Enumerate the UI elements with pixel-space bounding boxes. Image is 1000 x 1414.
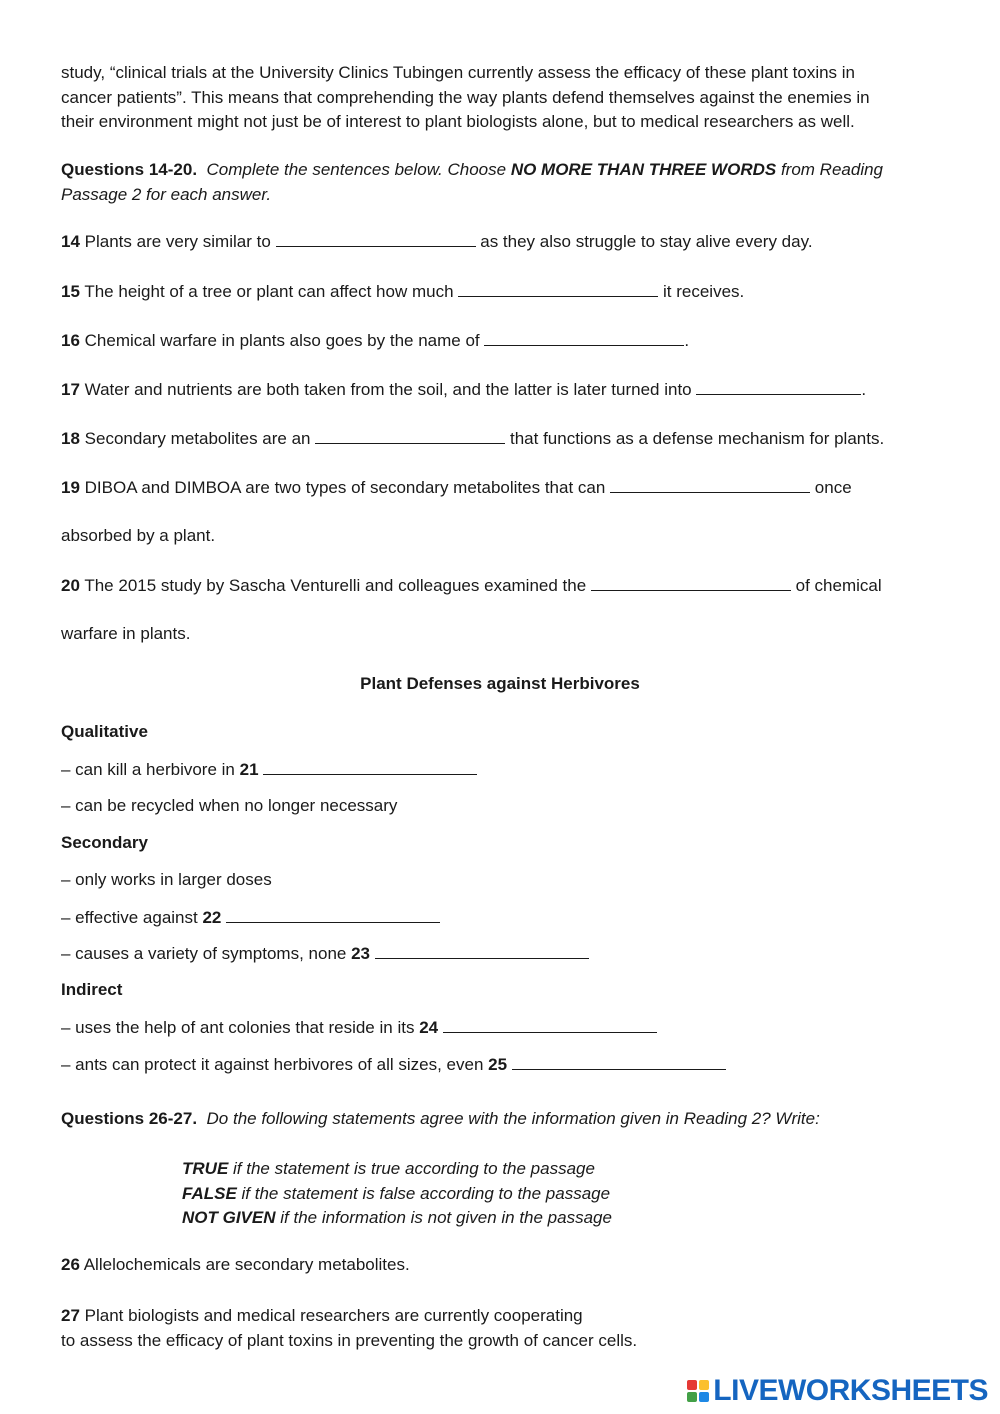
intro-line-2: cancer patients”. This means that comprehending the way plants defend themselves against the enemies in xyxy=(61,87,870,107)
question-number: 27 xyxy=(61,1306,80,1325)
intro-line-3: their environment might not just be of interest to plant biologists alone, but to medical researchers as well. xyxy=(61,112,855,131)
option-true: TRUE if the statement is true according to the passage xyxy=(182,1159,595,1178)
question-19-continued: absorbed by a plant. xyxy=(61,526,216,545)
question-text: of chemical xyxy=(795,576,882,595)
question-number: 19 xyxy=(61,478,80,497)
answer-options xyxy=(182,1157,612,1231)
q14-20-instr-a: Complete the sentences below. Choose xyxy=(206,160,507,179)
question-text: . xyxy=(861,380,867,399)
answer-blank-24[interactable] xyxy=(443,1017,657,1033)
summary-text: – can kill a herbivore in xyxy=(61,760,235,779)
question-19 xyxy=(61,477,852,498)
question-text: to assess the efficacy of plant toxins in preventing the growth of cancer cells. xyxy=(61,1330,638,1350)
question-20-continued: warfare in plants. xyxy=(61,624,191,643)
answer-blank-16[interactable] xyxy=(484,330,684,346)
question-23 xyxy=(61,943,589,964)
question-text: DIBOA and DIMBOA are two types of secondary metabolites that can xyxy=(84,478,606,497)
question-text: The 2015 study by Sascha Venturelli and colleagues examined the xyxy=(84,576,587,595)
question-number: 22 xyxy=(202,908,222,927)
question-17 xyxy=(61,379,866,400)
question-21 xyxy=(61,759,477,780)
question-text: Water and nutrients are both taken from the soil, and the latter is later turned into xyxy=(84,380,692,399)
section-indirect: Indirect xyxy=(61,980,123,999)
question-27 xyxy=(61,1304,637,1353)
question-text: Chemical warfare in plants also goes by the name of xyxy=(84,331,480,350)
question-number: 20 xyxy=(61,576,80,595)
question-text: Plant biologists and medical researchers are currently cooperating xyxy=(84,1306,583,1325)
question-24 xyxy=(61,1017,657,1038)
question-number: 14 xyxy=(61,232,80,251)
question-text: that functions as a defense mechanism for plants. xyxy=(509,429,885,448)
question-number: 26 xyxy=(61,1255,80,1274)
q14-20-heading: Questions 14-20. xyxy=(61,160,198,179)
question-text: as they also struggle to stay alive every day. xyxy=(480,232,813,251)
question-number: 21 xyxy=(239,760,259,779)
summary-text: – ants can protect it against herbivores of all sizes, even xyxy=(61,1055,484,1074)
answer-blank-17[interactable] xyxy=(696,379,861,395)
question-26 xyxy=(61,1255,410,1275)
liveworksheets-logo-text: LIVEWORKSHEETS xyxy=(713,1374,988,1407)
summary-text: – effective against xyxy=(61,908,198,927)
answer-blank-21[interactable] xyxy=(263,759,477,775)
question-text: it receives. xyxy=(663,282,745,301)
question-20 xyxy=(61,575,882,596)
liveworksheets-logo-icon xyxy=(687,1380,709,1402)
question-text: Plants are very similar to xyxy=(84,232,271,251)
question-16 xyxy=(61,330,689,351)
answer-blank-22[interactable] xyxy=(226,907,440,923)
q26-27-instr: Do the following statements agree with the information given in Reading 2? Write: xyxy=(206,1109,820,1128)
liveworksheets-logo xyxy=(687,1374,988,1408)
summary-recycled: – can be recycled when no longer necessary xyxy=(61,796,398,815)
question-text: Allelochemicals are secondary metabolites. xyxy=(83,1255,410,1274)
q14-20-instr-c: from Reading xyxy=(780,160,884,179)
question-number: 24 xyxy=(419,1018,439,1037)
answer-blank-25[interactable] xyxy=(512,1054,726,1070)
answer-blank-23[interactable] xyxy=(375,943,589,959)
q26-27-instructions xyxy=(61,1109,820,1129)
section-qualitative: Qualitative xyxy=(61,722,148,741)
question-text: The height of a tree or plant can affect how much xyxy=(84,282,454,301)
q26-27-heading: Questions 26-27. xyxy=(61,1109,198,1128)
summary-text: – uses the help of ant colonies that reside in its xyxy=(61,1018,415,1037)
question-text: once xyxy=(814,478,852,497)
summary-text: – causes a variety of symptoms, none xyxy=(61,944,347,963)
question-18 xyxy=(61,428,884,449)
section-secondary: Secondary xyxy=(61,833,148,852)
question-number: 18 xyxy=(61,429,80,448)
answer-blank-18[interactable] xyxy=(315,428,505,444)
question-25 xyxy=(61,1054,726,1075)
question-number: 16 xyxy=(61,331,80,350)
question-number: 17 xyxy=(61,380,80,399)
question-14 xyxy=(61,231,813,252)
option-false: FALSE if the statement is false according to the passage xyxy=(182,1183,611,1203)
question-number: 23 xyxy=(351,944,371,963)
intro-line-1: study, “clinical trials at the University Clinics Tubingen currently assess the efficacy of these plant toxins in xyxy=(61,63,856,82)
question-number: 25 xyxy=(488,1055,508,1074)
summary-doses: – only works in larger doses xyxy=(61,870,272,889)
question-22 xyxy=(61,907,440,928)
question-text: . xyxy=(684,331,690,350)
q14-20-instr-b: NO MORE THAN THREE WORDS xyxy=(510,160,777,179)
q14-20-instructions xyxy=(61,158,941,207)
answer-blank-19[interactable] xyxy=(610,477,810,493)
answer-blank-14[interactable] xyxy=(276,231,476,247)
intro-paragraph xyxy=(61,61,941,135)
q14-20-instr-d: Passage 2 for each answer. xyxy=(61,184,272,204)
answer-blank-20[interactable] xyxy=(591,575,791,591)
question-text: Secondary metabolites are an xyxy=(84,429,311,448)
option-not-given: NOT GIVEN if the information is not given in the passage xyxy=(182,1208,612,1227)
question-number: 15 xyxy=(61,282,80,301)
answer-blank-15[interactable] xyxy=(458,281,658,297)
summary-title: Plant Defenses against Herbivores xyxy=(360,674,640,693)
question-15 xyxy=(61,281,744,302)
